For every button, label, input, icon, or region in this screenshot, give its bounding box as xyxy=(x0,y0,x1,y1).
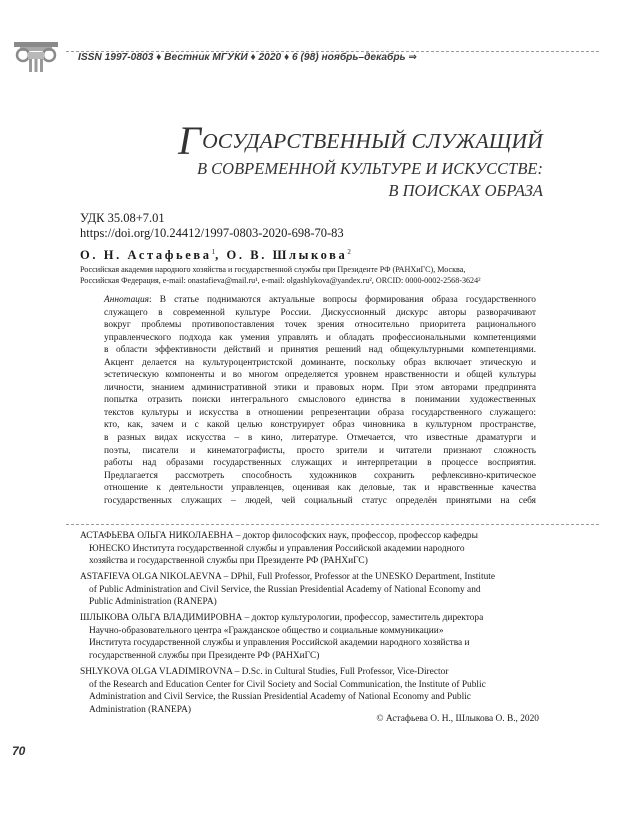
bio-line: АСТАФЬЕВА ОЛЬГА НИКОЛАЕВНА – доктор философских наук, профессор, профессор кафедры xyxy=(80,531,478,541)
title-line-3: В ПОИСКАХ ОБРАЗА xyxy=(388,181,543,200)
abstract-line: эстетическую компоненты и во многом определяется уровнем нравственности и общей культуры xyxy=(104,370,536,381)
author-bio-en-1 xyxy=(80,571,538,609)
abstract-line: поэты, писатели и кинематографисты, просто зрители и читатели признают сложность xyxy=(104,445,536,456)
abstract-line: личности, знанием административной этики и правовых норм. При этом авторами предпринята xyxy=(104,382,536,393)
abstract-label: Аннотация xyxy=(104,295,150,305)
author-1: О. Н. Астафьева xyxy=(80,248,212,263)
abstract-line: Аннотация: В статье поднимаются актуальные вопросы формирования образа государственного xyxy=(104,295,536,305)
title-line-1 xyxy=(178,118,543,163)
bio-line: государственной службы при Президенте РФ (РАНХиГС) xyxy=(89,650,320,661)
author-1-affil-marker: 1 xyxy=(211,248,216,256)
bio-line: of the Research and Education Center for Civil Society and Social Communication, the Institute of Public xyxy=(89,679,486,690)
abstract-line: в разных видах искусства – в кино, литературе. Отмечается, что известные драматурги и xyxy=(104,433,536,444)
bio-line: Public Administration (RANEPA) xyxy=(89,597,217,608)
abstract-line: Предлагается рассмотреть способность художников сохранить рефлексивно-критическое xyxy=(104,470,536,481)
affiliation-line-2: Российская Федерация, e-mail: onastafieva@mail.ru¹, e-mail: olgashlykova@yandex.ru², ORCID: 0000-0002-2568-3624² xyxy=(80,276,481,285)
abstract-line: вокруг проблемы противопоставления точек зрения относительно приоритета рационального xyxy=(104,320,536,331)
author-bios xyxy=(80,530,538,720)
author-separator: , xyxy=(215,248,227,263)
author-2: О. В. Шлыкова xyxy=(226,248,348,263)
bio-line: Administration and Civil Service, the Russian Presidential Academy of National Economy and Public xyxy=(89,692,471,703)
title-dropcap: Г xyxy=(178,118,202,163)
doi-link[interactable]: https://doi.org/10.24412/1997-0803-2020-698-70-83 xyxy=(80,226,344,240)
title-line-2: В СОВРЕМЕННОЙ КУЛЬТУРЕ И ИСКУССТВЕ: xyxy=(196,159,543,178)
bio-line: хозяйства и государственной службы при Президенте РФ (РАНХиГС) xyxy=(89,556,368,567)
abstract-line: кто, как, зачем и с какой целью конструирует образ чиновника в культурном пространстве, xyxy=(104,420,536,431)
abstract-line: попытка отразить поиски интегрального смыслового единства в понимании художественных xyxy=(104,395,536,406)
abstract xyxy=(104,294,536,507)
bio-line: of Public Administration and Civil Service, the Russian Presidential Academy of National Economy and xyxy=(89,584,481,595)
section-divider xyxy=(66,524,599,525)
abstract-line: работы над образами государственных служащих и интерпретации в процессе восприятия. xyxy=(104,458,536,469)
article-title xyxy=(178,118,543,202)
copyright-notice: © Астафьева О. Н., Шлыкова О. В., 2020 xyxy=(376,714,539,724)
abstract-line: государственных служащих – людей, чей социальный статус определён принятыми на себя xyxy=(104,495,536,506)
page-number: 70 xyxy=(12,744,26,758)
abstract-line: служащего в современной культуре России. Дискуссионный дискурс авторы разворачивают xyxy=(104,307,536,318)
ionic-column-capital-icon xyxy=(12,38,60,72)
bio-line: ШЛЫКОВА ОЛЬГА ВЛАДИМИРОВНА – доктор культурологии, профессор, заместитель директора xyxy=(80,613,484,624)
journal-running-header: ISSN 1997-0803 ♦ Вестник МГУКИ ♦ 2020 ♦ 6 (98) ноябрь–декабрь ⇒ xyxy=(78,52,417,63)
bio-line: Научно-образовательного центра «Гражданское общество и социальные коммуникации» xyxy=(89,625,444,636)
title-line-1-rest: ОСУДАРСТВЕННЫЙ СЛУЖАЩИЙ xyxy=(202,129,543,153)
abstract-line: управленческого подхода как умения управлять и обладать профессиональными компетенциями xyxy=(104,332,536,343)
author-bio-ru-1 xyxy=(80,530,538,568)
abstract-line: отношение к деятельности управленцев, оценивая как деловые, так и нравственные качества xyxy=(104,483,536,494)
udc-code: УДК 35.08+7.01 xyxy=(80,211,165,225)
bio-line: Института государственной службы и управления Российской академии народного хозяйства и xyxy=(89,638,470,649)
bio-line: Administration (RANEPA) xyxy=(89,704,191,715)
affiliation-line-1: Российская академия народного хозяйства и государственной службы при Президенте РФ (РАНХиГС), Москва, xyxy=(80,265,466,274)
bio-line: ЮНЕСКО Института государственной службы и управления Российской академии народного xyxy=(89,543,465,554)
author-bio-ru-2 xyxy=(80,612,538,662)
author-2-affil-marker: 2 xyxy=(347,248,351,256)
abstract-line: Акцент делается на культуроцентристской доминанте, поскольку образ включает этическую и xyxy=(104,357,536,368)
bio-line: SHLYKOVA OLGA VLADIMIROVNA – D.Sc. in Cultural Studies, Full Professor, Vice-Director xyxy=(80,666,449,677)
bio-line: ASTAFIEVA OLGA NIKOLAEVNA – DPhil, Full Professor, Professor at the UNESKO Department, Institute xyxy=(80,572,496,583)
author-bio-en-2 xyxy=(80,666,538,716)
abstract-line: текстов культуры и искусства в отношении репрезентации образа государственного служащего: xyxy=(104,407,536,418)
abstract-line: в области эффективности действий и принятия решений над общекультурными компетенциями. xyxy=(104,345,536,356)
authors-line xyxy=(80,248,351,263)
